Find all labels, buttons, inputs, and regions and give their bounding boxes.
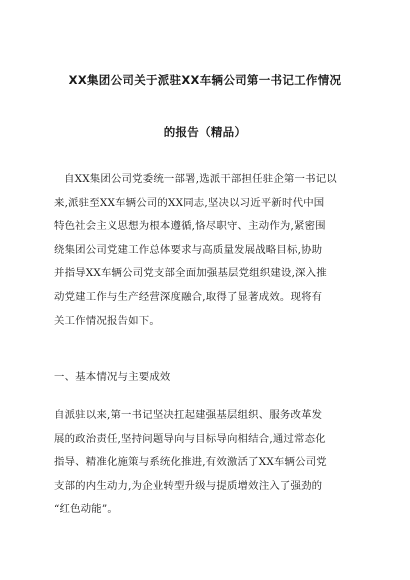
- document-title-line-1: XX集团公司关于派驻XX车辆公司第一书记工作情况: [68, 73, 342, 87]
- document-title-line-2: 的报告（精品）: [163, 125, 247, 139]
- paragraph-line: 特色社会主义思想为根本遵循,恪尽职守、主动作为,紧密围: [54, 220, 326, 233]
- paragraph-line: 来,派驻至XX车辆公司的XX同志,坚决以习近平新时代中国: [54, 196, 325, 209]
- paragraph-line: 展的政治责任,坚持问题导向与目标导向相结合,通过常态化: [54, 432, 326, 445]
- paragraph-line: 关工作情况报告如下。: [54, 314, 160, 327]
- paragraph-line: 自派驻以来,第一书记坚决扛起建强基层组织、服务改革发: [54, 409, 323, 421]
- paragraph-line: 动党建工作与生产经营深度融合,取得了显著成效。现将有: [54, 290, 323, 303]
- paragraph-line: 绕集团公司党建工作总体要求与高质量发展战略目标,协助: [54, 243, 323, 256]
- section-heading: 一、基本情况与主要成效: [54, 371, 171, 383]
- paragraph-line: “红色动能”。: [54, 503, 118, 516]
- intro-paragraph: [54, 168, 364, 333]
- body-paragraph: [54, 404, 364, 522]
- paragraph-line: 支部的内生动力,为企业转型升级与提质增效注入了强劲的: [54, 479, 323, 492]
- paragraph-line: 指导、精准化施策与系统化推进,有效激活了XX车辆公司党: [54, 456, 327, 469]
- paragraph-line: 并指导XX车辆公司党支部全面加强基层党组织建设,深入推: [54, 267, 327, 280]
- paragraph-line: 自XX集团公司党委统一部署,选派干部担任驻企第一书记以: [64, 173, 337, 185]
